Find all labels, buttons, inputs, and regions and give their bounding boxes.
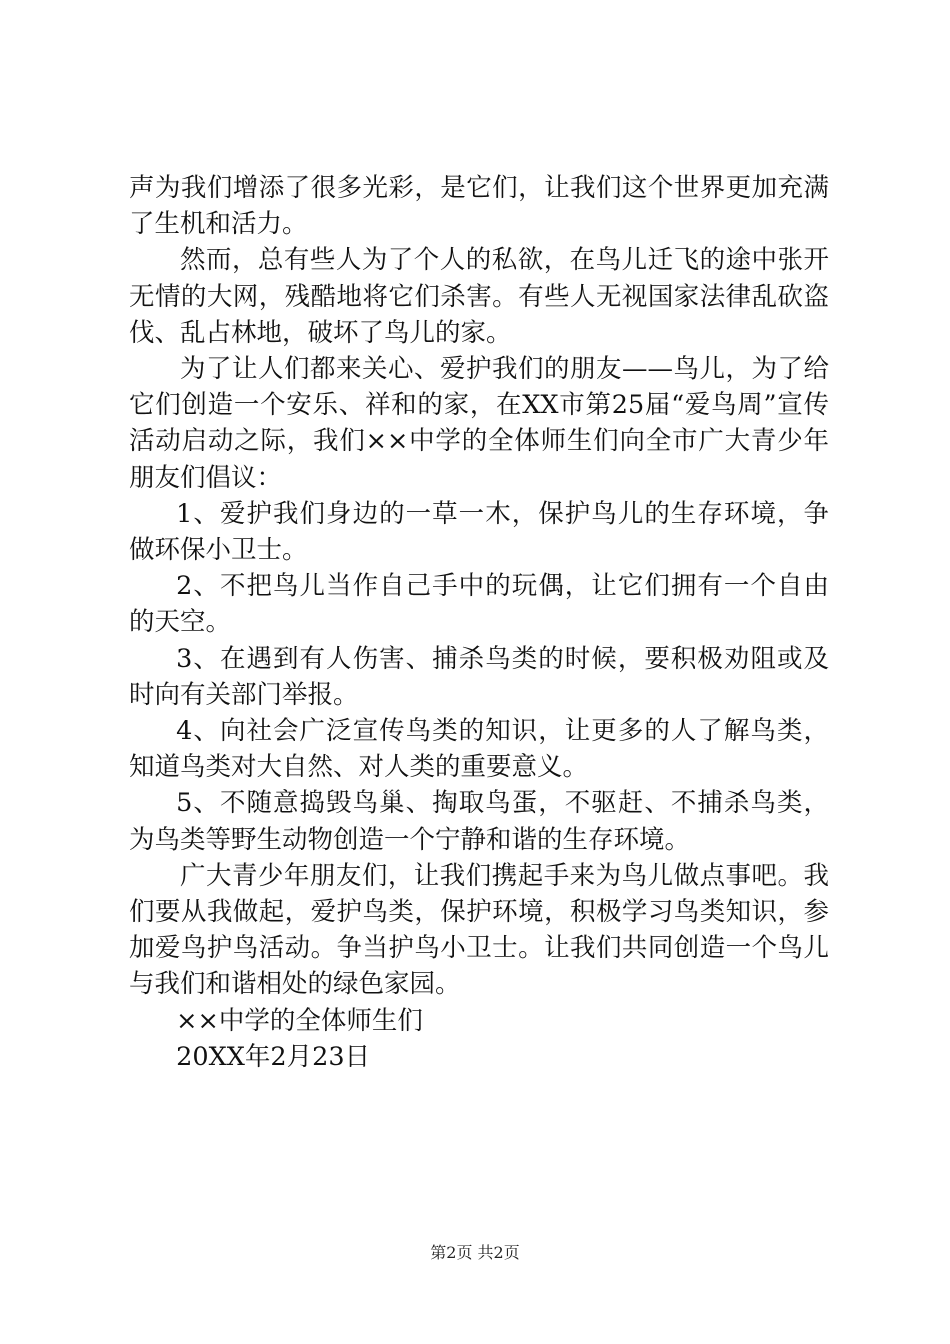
proposal-item-4: 4、向社会广泛宣传鸟类的知识，让更多的人了解鸟类，知道鸟类对大自然、对人类的重要意义。 [129,716,829,783]
paragraph-poaching: 然而，总有些人为了个人的私欲，在鸟儿迁飞的途中张开无情的大网，残酷地将它们杀害。有些人无视国家法律乱砍盗伐、乱占林地，破坏了鸟儿的家。 [129,245,829,348]
signature: ××中学的全体师生们 [176,1005,423,1036]
document-body [129,170,829,1075]
proposal-item-3: 3、在遇到有人伤害、捕杀鸟类的时候，要积极劝阻或及时向有关部门举报。 [129,643,829,710]
proposal-item-1: 1、爱护我们身边的一草一木，保护鸟儿的生存环境，争做环保小卫士。 [129,498,829,566]
page-footer: 第2页 共2页 [430,1243,520,1262]
paragraph-continuation: 声为我们增添了很多光彩，是它们，让我们这个世界更加充满了生机和活力。 [129,173,829,240]
signature-date: 20XX年2月23日 [176,1041,371,1072]
paragraph-proposal-intro: 为了让人们都来关心、爱护我们的朋友——鸟儿，为了给它们创造一个安乐、祥和的家，在XX市第25届“爱鸟周”宣传活动启动之际，我们××中学的全体师生们向全市广大青少年朋友们倡议： [129,354,829,493]
proposal-item-5: 5、不随意捣毁鸟巢、掏取鸟蛋，不驱赶、不捕杀鸟类，为鸟类等野生动物创造一个宁静和谐的生存环境。 [129,788,829,855]
paragraph-closing: 广大青少年朋友们，让我们携起手来为鸟儿做点事吧。我们要从我做起，爱护鸟类，保护环境，积极学习鸟类知识，参加爱鸟护鸟活动。争当护鸟小卫士。让我们共同创造一个鸟儿与我们和谐相处的绿色家园。 [129,860,829,1000]
proposal-item-2: 2、不把鸟儿当作自己手中的玩偶，让它们拥有一个自由的天空。 [129,571,829,638]
